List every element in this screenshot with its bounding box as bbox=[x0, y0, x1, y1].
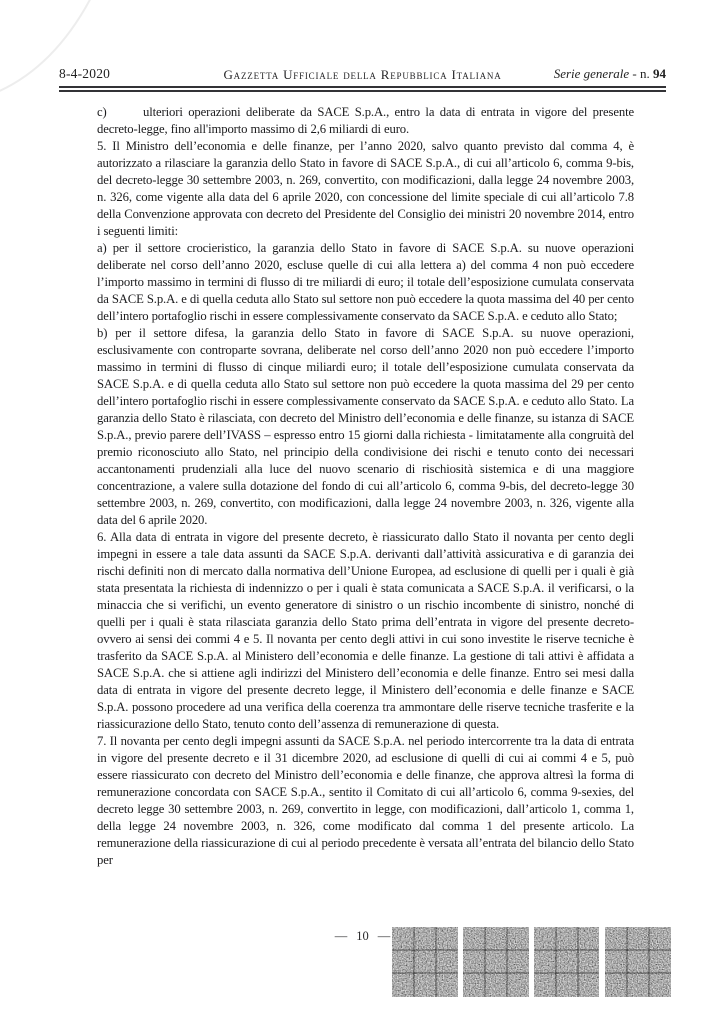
page-number-dash-left: — bbox=[334, 929, 348, 943]
paragraph-comma-7: 7. Il novanta per cento degli impegni assunti da SACE S.p.A. nel periodo intercorrente tra la data di entrata in vigore del presente decreto e il 31 dicembre 2020, ad esclusione di quelli di cui ai commi 4 e 5, può essere riassicurato con decreto del Ministro dell’economia e delle finanze, che approva altresì la forma di remunerazione concordata con SACE S.p.A., sentito il Comitato di cui all’articolo 6, comma 9-sexies, del decreto legge 30 settembre 2003, n. 269, convertito in legge, con modificazioni, dall’articolo 1, comma 1, della legge 24 novembre 2003, n. 326, come modificato dal comma 1 del presente articolo. La remunerazione della riassicurazione di cui al periodo precedente è versata all’entrata del bilancio dello Stato per bbox=[97, 734, 634, 867]
paragraph-letter-b: b) per il settore difesa, la garanzia dello Stato in favore di SACE S.p.A. su nuove operazioni, esclusivamente con controparte sovrana, deliberate nel corso dell’anno 2020 non può eccedere l’importo massimo in termini di flusso di cinque miliardi euro; il totale dell’esposizione cumulata conservata da SACE S.p.A. e di quella ceduta allo Stato sul settore non può eccedere la quota massima del 29 per cento dell’intero portafoglio rischi in essere complessivamente conservato da SACE S.p.A. e ceduto allo Stato. La garanzia dello Stato è rilasciata, con decreto del Ministro dell’economia e delle finanze, su istanza di SACE S.p.A., previo parere dell’IVASS – espresso entro 15 giorni dalla richiesta - limitatamente alla congruità del premio riconosciuto allo Stato, nel principio della condivisione dei rischi e tenuto conto dei necessari accantonamenti prudenziali alla luce del nuovo scenario di rischiosità sistemica e di una maggiore concentrazione, a valere sulla dotazione del fondo di cui all’articolo 6, comma 9-bis, del decreto-legge 30 settembre 2003, n. 269, convertito, con modificazioni, dalla legge 24 novembre 2003, n. 326, vigente alla data del 6 aprile 2020. bbox=[97, 326, 634, 527]
header-series bbox=[554, 66, 666, 82]
noise-stamp-icon bbox=[605, 927, 671, 997]
series-label: Serie generale bbox=[553, 66, 630, 81]
paragraph-letter-a: a) per il settore crocieristico, la garanzia dello Stato in favore di SACE S.p.A. su nuove operazioni deliberate nel corso dell’anno 2020, escluse quelle di cui alla lettera a) del comma 4 non può eccedere l’importo massimo in termini di flusso di tre miliardi di euro; il totale dell’esposizione cumulata conservata da SACE S.p.A. e di quella ceduta allo Stato sul settore non può eccedere la quota massima del 40 per cento dell’intero portafoglio rischi in essere complessivamente conservato da SACE S.p.A. e ceduto allo Stato; bbox=[97, 241, 634, 323]
paragraph-comma-5: 5. Il Ministro dell’economia e delle finanze, per l’anno 2020, salvo quanto previsto dal comma 4, è autorizzato a rilasciare la garanzia dello Stato in favore di SACE S.p.A., di cui all’articolo 6, comma 9-bis, del decreto-legge 30 settembre 2003, n. 269, convertito, con modificazioni, dalla legge 24 novembre 2003, n. 326, come vigente alla data del 6 aprile 2020, con concessione del limite speciale di cui all’articolo 7.8 della Convenzione approvata con decreto del Presidente del Consiglio dei ministri 20 novembre 2014, entro i seguenti limiti: bbox=[97, 139, 634, 238]
noise-stamp-icon bbox=[534, 927, 599, 997]
page-number-dash-right: — bbox=[377, 929, 391, 943]
header-double-rule bbox=[59, 86, 666, 92]
paragraph-comma-6: 6. Alla data di entrata in vigore del presente decreto, è riassicurato dallo Stato il novanta per cento degli impegni in essere a tale data assunti da SACE S.p.A. derivanti dall’attività assicurativa e di garanzia dei rischi definiti non di mercato dalla normativa dell’Unione Europea, ad esclusione di quelli per i quali è già stata presentata la richiesta di indennizzo o per i quali è stata comunicata a SACE S.p.A. il verificarsi, o la minaccia che si verifichi, un evento generatore di sinistro o un rischio incombente di sinistro, nonché di quelli per i quali è stata rilasciata garanzia dello Stato prima dell’entrata in vigore del presente decreto- ovvero ai sensi dei commi 4 e 5. Il novanta per cento degli attivi in cui sono investite le riserve tecniche è trasferito da SACE S.p.A. al Ministero dell’economia e delle finanze. La gestione di tali attivi è affidata a SACE S.p.A. che si attiene agli indirizzi del Ministero dell’economia e delle finanze. Entro sei mesi dalla data di entrata in vigore del presente decreto legge, il Ministero dell’economia e delle finanze e SACE S.p.A. possono procedere ad una verifica della coerenza tra ammontare delle riserve tecniche trasferite e la riassicurazione dello Stato, tenuto conto dell’assenza di remunerazione di questa. bbox=[97, 530, 634, 731]
noise-stamp-icon bbox=[392, 927, 458, 997]
paragraph-text: ulteriori operazioni deliberate da SACE S.p.A., entro la data di entrata in vigore del presente decreto-legge, fino all'importo massimo di 2,6 miliardi di euro. bbox=[97, 105, 634, 136]
series-number: 94 bbox=[653, 66, 666, 81]
page-number-value: 10 bbox=[356, 929, 369, 943]
noise-stamp-icon bbox=[463, 927, 529, 997]
header-date: 8-4-2020 bbox=[59, 66, 111, 81]
signature-stamp-row bbox=[392, 927, 672, 997]
masthead-title: Gazzetta Ufficiale della Repubblica Italiana bbox=[223, 67, 502, 82]
paragraph-letter-c bbox=[97, 104, 634, 138]
legal-text-block bbox=[97, 104, 634, 916]
series-separator: - n. bbox=[632, 66, 650, 81]
paragraph-marker: c) bbox=[97, 105, 107, 119]
